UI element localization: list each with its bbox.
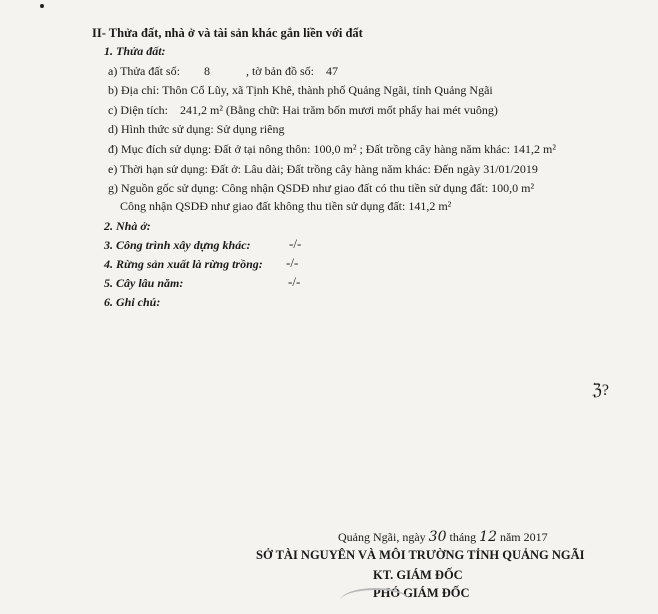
scan-dot xyxy=(40,4,44,8)
house-heading: 2. Nhà ở: xyxy=(104,219,151,233)
section-title: II- Thửa đất, nhà ở và tài sản khác gắn liền với đất xyxy=(92,26,363,40)
origin-value: Công nhận QSDĐ như giao đất có thu tiền sử dụng đất: 100,0 m² xyxy=(221,181,535,195)
usage-form-value: Sử dụng riêng xyxy=(216,122,285,136)
date-month-word: tháng xyxy=(449,530,477,544)
usage-form-row xyxy=(108,122,285,136)
land-heading: 1. Thửa đất: xyxy=(104,44,166,58)
date-prefix: Quảng Ngãi, ngày xyxy=(338,530,426,544)
forest-heading: 4. Rừng sản xuất là rừng trồng: xyxy=(104,257,263,271)
address-value: Thôn Cổ Lũy, xã Tịnh Khê, thành phố Quảng Ngãi, tỉnh Quảng Ngãi xyxy=(162,83,493,97)
director-title: KT. GIÁM ĐỐC xyxy=(373,568,463,582)
date-day: 30 xyxy=(428,529,447,545)
usage-form-label: d) Hình thức sử dụng: xyxy=(108,122,214,136)
term-value: Đất ở: Lâu dài; Đất trồng cây hàng năm khác: Đến ngày 31/01/2019 xyxy=(210,162,538,176)
notes-heading: 6. Ghi chú: xyxy=(104,295,161,309)
purpose-label: đ) Mục đích sử dụng: xyxy=(108,142,212,156)
purpose-row xyxy=(108,142,556,156)
forest-value: -/- xyxy=(286,255,299,270)
trees-heading: 5. Cây lâu năm: xyxy=(104,276,184,290)
term-row xyxy=(108,162,538,176)
date-month: 12 xyxy=(479,529,497,545)
origin-label: g) Nguồn gốc sử dụng: xyxy=(108,181,219,195)
term-label: e) Thời hạn sử dụng: xyxy=(108,162,208,176)
area-label: c) Diện tích: xyxy=(108,103,168,117)
land-parcel-row xyxy=(108,64,338,78)
origin-row xyxy=(108,181,534,195)
agency-name: SỞ TÀI NGUYÊN VÀ MÔI TRƯỜNG TỈNH QUẢNG NGÃI xyxy=(256,548,585,562)
purpose-value: Đất ở tại nông thôn: 100,0 m² ; Đất trồng cây hàng năm khác: 141,2 m² xyxy=(214,142,556,156)
parcel-number-label: a) Thửa đất số: xyxy=(108,64,180,78)
signature-date xyxy=(338,530,548,544)
map-sheet-label: , tờ bản đồ số: xyxy=(245,64,314,78)
parcel-number-value: 8 xyxy=(203,64,210,78)
initial-mark: ℨ? xyxy=(592,382,609,399)
address-label: b) Địa chỉ: xyxy=(108,83,160,97)
area-value: 241,2 m² (Bằng chữ: Hai trăm bốn mươi mốt phẩy hai mét vuông) xyxy=(179,103,498,117)
other-works-heading: 3. Công trình xây dựng khác: xyxy=(104,238,251,252)
address-row xyxy=(108,83,493,97)
date-year: năm 2017 xyxy=(499,530,548,544)
other-works-value: -/- xyxy=(289,236,302,251)
seal-arc xyxy=(340,588,410,614)
map-sheet-value: 47 xyxy=(325,64,338,78)
area-row xyxy=(108,103,498,117)
deputy-director-title: PHÓ GIÁM ĐỐC xyxy=(373,586,470,600)
trees-value: -/- xyxy=(288,274,301,289)
origin-row-2: Công nhận QSDĐ như giao đất không thu tiền sử dụng đất: 141,2 m² xyxy=(120,199,452,213)
